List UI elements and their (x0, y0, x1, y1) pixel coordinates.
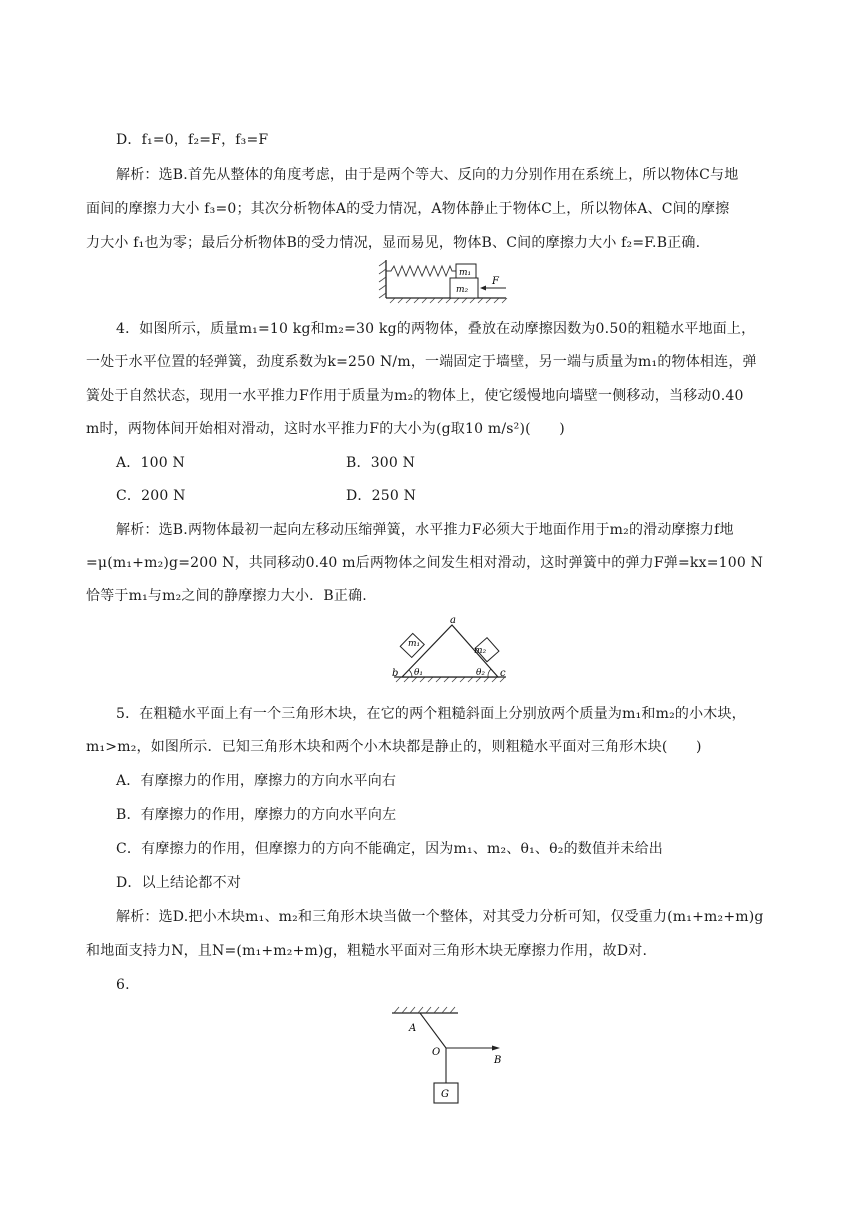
q3-analysis-line-2: 面间的摩擦力大小 f₃=0；其次分析物体A的受力情况，A物体静止于物体C上，所以物体A、C间的摩擦 (86, 201, 730, 217)
vertex-c-label: c (500, 668, 506, 679)
q5-option-c: C．有摩擦力的作用，但摩擦力的方向不能确定，因为m₁、m₂、θ₁、θ₂的数值并未给出 (116, 841, 663, 857)
theta2-label: θ₂ (476, 668, 486, 678)
vertex-a-label: a (450, 616, 456, 626)
point-b-label: B (494, 1055, 502, 1066)
q4-stem-line-3: 簧处于自然状态，现用一水平推力F作用于质量为m₂的物体上，使它缓慢地向墙壁一侧移动，当移动0.40 (86, 388, 744, 404)
q6-number: 6. (116, 977, 130, 993)
m1-label: m₁ (459, 268, 472, 278)
q4-stem-line-1: 4．如图所示，质量m₁=10 kg和m₂=30 kg的两物体，叠放在动摩擦因数为0.50的粗糙水平地面上， (116, 321, 756, 337)
q5-stem-line-2: m₁>m₂，如图所示．已知三角形木块和两个小木块都是静止的，则粗糙水平面对三角形木块( ) (86, 739, 702, 755)
theta1-label: θ₁ (414, 668, 424, 678)
q4-analysis-line-2: =μ(m₁+m₂)g=200 N，共同移动0.40 m后两物体之间发生相对滑动，这时弹簧中的弹力F弹=kx=100 N (86, 555, 764, 571)
m2-label: m₂ (474, 646, 487, 656)
point-a-label: A (409, 1023, 417, 1034)
q4-option-b: B．300 N (346, 455, 416, 471)
q3-option-d: D．f₁=0，f₂=F，f₃=F (116, 132, 269, 148)
q5-option-d: D．以上结论都不对 (116, 875, 242, 891)
q5-stem-line-1: 5．在粗糙水平面上有一个三角形木块，在它的两个粗糙斜面上分别放两个质量为m₁和m₂的小木块， (116, 706, 746, 722)
q4-analysis-line-1: 解析：选B.两物体最初一起向左移动压缩弹簧，水平推力F必须大于地面作用于m₂的滑动摩擦力f地 (116, 522, 734, 538)
q4-analysis-line-3: 恰等于m₁与m₂之间的静摩擦力大小．B正确. (86, 588, 367, 604)
arrow-b (492, 1046, 500, 1051)
suspension-figure (384, 1005, 514, 1110)
q5-option-b: B．有摩擦力的作用，摩擦力的方向水平向左 (116, 807, 397, 823)
q4-stem-line-4: m时，两物体间开始相对滑动，这时水平推力F的大小为(g取10 m/s²)( ) (86, 421, 565, 437)
m2-label: m₂ (456, 285, 469, 295)
q3-analysis-line-1: 解析：选B.首先从整体的角度考虑，由于是两个等大、反向的力分别作用在系统上，所以物体C与地 (116, 167, 739, 183)
q5-option-a: A．有摩擦力的作用，摩擦力的方向水平向右 (116, 773, 397, 789)
q5-analysis-line-1: 解析：选D.把小木块m₁、m₂和三角形木块当做一个整体，对其受力分析可知，仅受重力(m₁+m₂+m)g (116, 909, 764, 925)
spring-blocks-figure (378, 258, 510, 304)
vertex-b-label: b (392, 668, 399, 679)
point-o-label: O (432, 1047, 441, 1058)
force-label: F (492, 276, 499, 287)
q3-analysis-line-3: 力大小 f₁也为零；最后分析物体B的受力情况，显而易见，物体B、C间的摩擦力大小 f₂=F.B正确. (86, 235, 701, 251)
weight-g-label: G (441, 1089, 449, 1100)
m1-label: m₁ (408, 639, 421, 649)
q4-option-c: C．200 N (116, 488, 186, 504)
q4-option-a: A．100 N (116, 455, 185, 471)
rope-oa (420, 1013, 446, 1048)
q4-stem-line-2: 一处于水平位置的轻弹簧，劲度系数为k=250 N/m，一端固定于墙壁，另一端与质量为m₁的物体相连，弹 (86, 354, 757, 370)
triangle-block-figure (388, 616, 512, 690)
q5-analysis-line-2: 和地面支持力N，且N=(m₁+m₂+m)g，粗糙水平面对三角形木块无摩擦力作用，故D对. (86, 943, 648, 959)
spring (386, 266, 456, 276)
q4-option-d: D．250 N (346, 488, 417, 504)
